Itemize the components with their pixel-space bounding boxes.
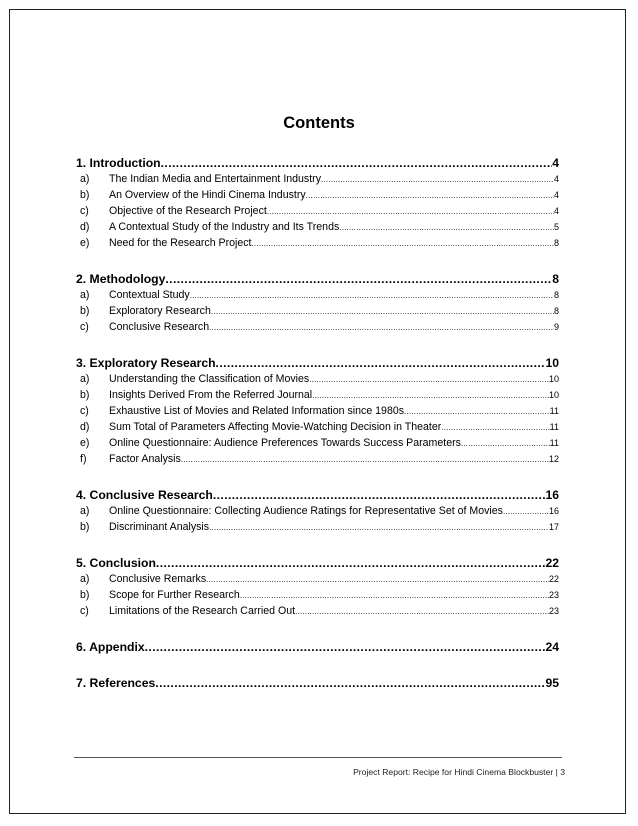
toc-leader [216, 355, 546, 371]
toc-entry-page: 24 [545, 640, 559, 654]
toc-entry-letter: b) [80, 305, 90, 317]
toc-entry-letter: b) [80, 521, 90, 533]
toc-entry-sub[interactable] [76, 387, 559, 403]
toc-entry-label: Understanding the Classification of Movies [109, 373, 310, 385]
toc-entry-main[interactable] [76, 555, 559, 571]
toc-leader [181, 452, 549, 467]
toc-entry-page: 8 [552, 272, 559, 286]
toc-entry-page: 10 [548, 374, 559, 384]
toc-entry-letter: b) [80, 189, 90, 201]
toc-entry-page: 8 [553, 238, 559, 248]
toc-leader [461, 436, 550, 451]
toc-section [76, 555, 559, 619]
toc-entry-label: Contextual Study [109, 289, 190, 301]
toc-entry-page: 23 [548, 606, 559, 616]
toc-leader [252, 236, 554, 251]
toc-section [76, 675, 559, 691]
toc-entry-page: 4 [553, 206, 559, 216]
toc-leader [295, 604, 549, 619]
toc-entry-label: Sum Total of Parameters Affecting Movie-Watching Decision in Theater [109, 421, 442, 433]
toc-entry-letter: d) [80, 221, 90, 233]
toc-entry-label: Limitations of the Research Carried Out [109, 605, 296, 617]
toc-entry-label: Need for the Research Project [109, 237, 252, 249]
toc-entry-sub[interactable] [76, 219, 559, 235]
page-title: Contents [283, 114, 355, 132]
toc-entry-sub[interactable] [76, 503, 559, 519]
toc-entry-page: 22 [545, 556, 559, 570]
toc-leader [156, 555, 546, 571]
toc-entry-label: Online Questionnaire: Collecting Audience Ratings for Representative Set of Movies [109, 505, 503, 517]
toc-section [76, 487, 559, 535]
toc-entry-main[interactable] [76, 675, 559, 691]
toc-entry-letter: c) [80, 321, 89, 333]
toc-entry-label: Insights Derived From the Referred Journal [109, 389, 313, 401]
toc-entry-sub[interactable] [76, 187, 559, 203]
toc-entry-sub[interactable] [76, 203, 559, 219]
toc-entry-sub[interactable] [76, 171, 559, 187]
toc-entry-page: 23 [548, 590, 559, 600]
toc-entry-label: A Contextual Study of the Industry and Its Trends [109, 221, 340, 233]
toc-section [76, 155, 559, 251]
toc-entry-letter: a) [80, 289, 90, 301]
toc-leader [503, 504, 549, 519]
toc-entry-sub[interactable] [76, 303, 559, 319]
toc-section [76, 271, 559, 335]
toc-entry-label: 2. Methodology [76, 272, 166, 286]
toc-leader [404, 404, 550, 419]
toc-entry-letter: b) [80, 589, 90, 601]
toc-leader [161, 155, 553, 171]
toc-entry-letter: c) [80, 405, 89, 417]
toc-entry-main[interactable] [76, 639, 559, 655]
toc-leader [267, 204, 554, 219]
toc-entry-main[interactable] [76, 271, 559, 287]
toc-leader [190, 288, 554, 303]
toc-entry-page: 9 [553, 322, 559, 332]
toc-entry-label: Objective of the Research Project [109, 205, 267, 217]
toc-entry-label: Exploratory Research [109, 305, 211, 317]
toc-entry-sub[interactable] [76, 403, 559, 419]
toc-entry-sub[interactable] [76, 435, 559, 451]
toc-entry-page: 12 [548, 454, 559, 464]
toc-entry-main[interactable] [76, 155, 559, 171]
toc-leader [441, 420, 549, 435]
toc-leader [312, 388, 549, 403]
toc-leader [213, 487, 546, 503]
toc-entry-page: 22 [548, 574, 559, 584]
table-of-contents [76, 155, 559, 711]
toc-entry-label: Conclusive Remarks [109, 573, 207, 585]
toc-entry-page: 16 [545, 488, 559, 502]
toc-entry-label: Conclusive Research [109, 321, 210, 333]
toc-entry-sub[interactable] [76, 571, 559, 587]
toc-entry-label: Discriminant Analysis [109, 521, 210, 533]
toc-leader [339, 220, 554, 235]
toc-entry-page: 10 [545, 356, 559, 370]
toc-entry-label: 1. Introduction [76, 156, 161, 170]
toc-entry-label: 4. Conclusive Research [76, 488, 213, 502]
toc-entry-sub[interactable] [76, 371, 559, 387]
toc-entry-letter: a) [80, 173, 90, 185]
toc-entry-label: 5. Conclusion [76, 556, 156, 570]
toc-entry-page: 5 [553, 222, 559, 232]
toc-entry-label: 7. References [76, 676, 156, 690]
toc-entry-page: 17 [548, 522, 559, 532]
toc-entry-sub[interactable] [76, 603, 559, 619]
toc-entry-letter: a) [80, 573, 90, 585]
toc-entry-page: 4 [553, 190, 559, 200]
toc-entry-letter: f) [80, 453, 87, 465]
toc-entry-sub[interactable] [76, 287, 559, 303]
toc-leader [309, 372, 549, 387]
toc-entry-label: Scope for Further Research [109, 589, 240, 601]
toc-entry-page: 8 [553, 290, 559, 300]
toc-leader [306, 188, 554, 203]
toc-entry-page: 11 [549, 406, 559, 416]
toc-leader [211, 304, 554, 319]
toc-section [76, 639, 559, 655]
toc-entry-label: 6. Appendix [76, 640, 145, 654]
toc-entry-letter: e) [80, 237, 90, 249]
page-footer: Project Report: Recipe for Hindi Cinema Blockbuster | 3 [353, 767, 565, 777]
footer-divider [74, 757, 562, 758]
toc-entry-page: 11 [549, 422, 559, 432]
toc-leader [165, 271, 552, 287]
toc-entry-letter: e) [80, 437, 90, 449]
toc-entry-label: Exhaustive List of Movies and Related Information since 1980s [109, 405, 405, 417]
toc-entry-page: 4 [552, 156, 559, 170]
toc-entry-main[interactable] [76, 355, 559, 371]
toc-leader [209, 520, 549, 535]
toc-entry-sub[interactable] [76, 451, 559, 467]
toc-entry-label: Factor Analysis [109, 453, 181, 465]
toc-section [76, 355, 559, 467]
toc-entry-page: 8 [553, 306, 559, 316]
toc-leader [206, 572, 549, 587]
toc-leader [321, 172, 554, 187]
toc-entry-page: 95 [545, 676, 559, 690]
toc-entry-page: 4 [553, 174, 559, 184]
toc-leader [240, 588, 549, 603]
toc-entry-page: 16 [548, 506, 559, 516]
toc-entry-letter: a) [80, 505, 90, 517]
toc-entry-label: The Indian Media and Entertainment Industry [109, 173, 321, 185]
toc-entry-label: An Overview of the Hindi Cinema Industry [109, 189, 306, 201]
toc-entry-letter: a) [80, 373, 90, 385]
toc-entry-main[interactable] [76, 487, 559, 503]
toc-entry-label: Online Questionnaire: Audience Preferences Towards Success Parameters [109, 437, 461, 449]
toc-entry-letter: c) [80, 205, 89, 217]
toc-entry-sub[interactable] [76, 587, 559, 603]
toc-entry-letter: b) [80, 389, 90, 401]
toc-leader [209, 320, 554, 335]
toc-entry-page: 11 [549, 438, 559, 448]
toc-entry-sub[interactable] [76, 519, 559, 535]
toc-entry-sub[interactable] [76, 235, 559, 251]
toc-entry-sub[interactable] [76, 419, 559, 435]
toc-entry-label: 3. Exploratory Research [76, 356, 216, 370]
toc-entry-letter: c) [80, 605, 89, 617]
toc-leader [155, 675, 545, 691]
toc-entry-page: 10 [548, 390, 559, 400]
toc-entry-sub[interactable] [76, 319, 559, 335]
toc-entry-letter: d) [80, 421, 90, 433]
toc-leader [145, 639, 546, 655]
